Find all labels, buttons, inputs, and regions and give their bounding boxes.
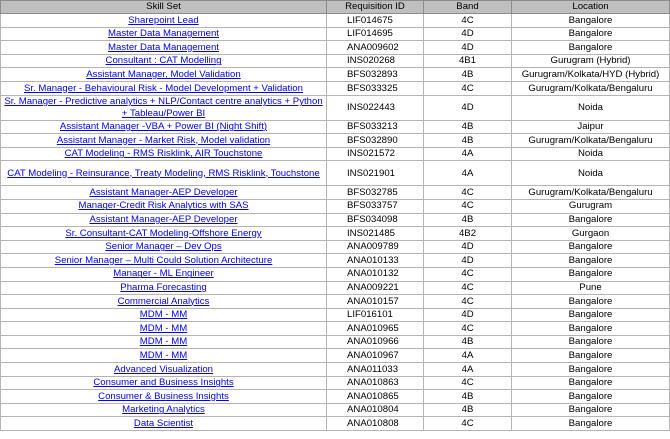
band-cell: 4B <box>424 403 512 417</box>
table-row <box>1 240 670 254</box>
skill-link[interactable]: Manager-Credit Risk Analytics with SAS <box>78 200 249 212</box>
requisition-id-cell: ANA010804 <box>327 403 424 417</box>
location-cell: Bangalore <box>512 14 670 28</box>
skill-link[interactable]: Sr. Manager - Predictive analytics + NLP/Contact centre analytics + Python + Tableau/Power BI <box>4 96 323 119</box>
band-cell: 4B <box>424 134 512 148</box>
skill-link[interactable]: Assistant Manager-AEP Developer <box>89 214 238 226</box>
location-cell: Bangalore <box>512 41 670 55</box>
skill-cell <box>1 134 327 148</box>
skill-cell <box>1 68 327 82</box>
skill-link[interactable]: MDM - MM <box>139 322 188 334</box>
band-cell: 4B <box>424 120 512 134</box>
table-row <box>1 95 670 120</box>
band-cell: 4D <box>424 41 512 55</box>
skill-cell <box>1 41 327 55</box>
table-row <box>1 68 670 82</box>
requisition-id-cell: INS021901 <box>327 161 424 186</box>
requisition-id-cell: BFS032890 <box>327 134 424 148</box>
requisition-id-cell: ANA010132 <box>327 267 424 281</box>
location-cell: Gurugram/Kolkata/Bengaluru <box>512 81 670 95</box>
location-cell: Noida <box>512 147 670 161</box>
location-cell: Bangalore <box>512 403 670 417</box>
skill-cell <box>1 120 327 134</box>
location-cell: Bangalore <box>512 363 670 377</box>
requisition-id-cell: ANA010965 <box>327 322 424 336</box>
requisition-id-cell: ANA010865 <box>327 390 424 404</box>
table-row <box>1 322 670 336</box>
skill-cell <box>1 322 327 336</box>
band-cell: 4A <box>424 147 512 161</box>
skill-cell <box>1 376 327 390</box>
skill-link[interactable]: Master Data Management <box>108 41 219 53</box>
skill-link[interactable]: Senior Manager – Dev Ops <box>105 241 222 253</box>
band-cell: 4D <box>424 27 512 41</box>
requisition-id-cell: ANA010157 <box>327 295 424 309</box>
table-row <box>1 390 670 404</box>
skill-link[interactable]: MDM - MM <box>139 336 188 348</box>
table-row <box>1 54 670 68</box>
skill-cell <box>1 363 327 377</box>
skill-link[interactable]: Master Data Management <box>108 28 219 40</box>
skill-link[interactable]: Consultant : CAT Modelling <box>105 55 222 67</box>
location-cell: Noida <box>512 95 670 120</box>
table-row <box>1 14 670 28</box>
skill-cell <box>1 161 327 186</box>
skill-cell <box>1 308 327 322</box>
location-cell: Bangalore <box>512 417 670 431</box>
requisition-id-cell: ANA010133 <box>327 254 424 268</box>
band-cell: 4C <box>424 14 512 28</box>
skill-cell <box>1 390 327 404</box>
table-row <box>1 267 670 281</box>
location-cell: Bangalore <box>512 254 670 268</box>
location-cell: Gurugram (Hybrid) <box>512 54 670 68</box>
table-row <box>1 213 670 227</box>
table-row <box>1 161 670 186</box>
requisition-id-cell: LIF016101 <box>327 308 424 322</box>
table-row <box>1 363 670 377</box>
location-cell: Bangalore <box>512 213 670 227</box>
band-cell: 4B2 <box>424 227 512 241</box>
location-cell: Gurugram <box>512 199 670 213</box>
skill-cell <box>1 81 327 95</box>
skill-link[interactable]: Advanced Visualization <box>113 363 214 375</box>
location-cell: Bangalore <box>512 295 670 309</box>
location-cell: Bangalore <box>512 322 670 336</box>
requisition-id-cell: ANA010966 <box>327 335 424 349</box>
header-location: Location <box>512 1 670 14</box>
band-cell: 4A <box>424 349 512 363</box>
skill-link[interactable]: Consumer & Business Insights <box>98 390 229 402</box>
band-cell: 4D <box>424 308 512 322</box>
skill-link[interactable]: Pharma Forecasting <box>120 282 207 294</box>
band-cell: 4C <box>424 81 512 95</box>
requisition-id-cell: INS022443 <box>327 95 424 120</box>
location-cell: Gurugram/Kolkata/Bengaluru <box>512 134 670 148</box>
table-body <box>1 14 670 431</box>
requisition-id-cell: BFS032785 <box>327 186 424 200</box>
band-cell: 4C <box>424 281 512 295</box>
header-band: Band <box>424 1 512 14</box>
table-row <box>1 27 670 41</box>
band-cell: 4B1 <box>424 54 512 68</box>
band-cell: 4C <box>424 199 512 213</box>
location-cell: Gurugram/Kolkata/HYD (Hybrid) <box>512 68 670 82</box>
skill-link[interactable]: Assistant Manager, Model Validation <box>86 68 241 80</box>
requisition-id-cell: ANA010808 <box>327 417 424 431</box>
requisition-id-cell: ANA010967 <box>327 349 424 363</box>
table-row <box>1 295 670 309</box>
table-row <box>1 308 670 322</box>
skill-link[interactable]: CAT Modeling - Reinsurance, Treaty Modeling, RMS Risklink, Touchstone <box>7 167 320 179</box>
skill-link[interactable]: Assistant Manager-AEP Developer <box>89 186 238 198</box>
location-cell: Pune <box>512 281 670 295</box>
location-cell: Bangalore <box>512 240 670 254</box>
skill-cell <box>1 267 327 281</box>
requisition-id-cell: ANA010863 <box>327 376 424 390</box>
requisition-id-cell: INS021485 <box>327 227 424 241</box>
table-row <box>1 186 670 200</box>
skill-link[interactable]: Assistant Manager -VBA + Power BI (Night Shift) <box>59 121 268 133</box>
skill-link[interactable]: Senior Manager – Multi Could Solution Architecture <box>54 254 273 266</box>
location-cell: Bangalore <box>512 335 670 349</box>
table-row <box>1 81 670 95</box>
requisition-id-cell: BFS033325 <box>327 81 424 95</box>
skill-link[interactable]: MDM - MM <box>139 350 188 362</box>
location-cell: Noida <box>512 161 670 186</box>
skill-cell <box>1 403 327 417</box>
location-cell: Bangalore <box>512 390 670 404</box>
requisition-id-cell: BFS033757 <box>327 199 424 213</box>
skill-cell <box>1 147 327 161</box>
requisition-id-cell: BFS032893 <box>327 68 424 82</box>
requisition-id-cell: ANA009221 <box>327 281 424 295</box>
skill-cell <box>1 186 327 200</box>
band-cell: 4D <box>424 240 512 254</box>
requisition-id-cell: ANA011033 <box>327 363 424 377</box>
table-row <box>1 376 670 390</box>
band-cell: 4B <box>424 335 512 349</box>
skill-cell <box>1 240 327 254</box>
skill-cell <box>1 213 327 227</box>
table-row <box>1 120 670 134</box>
skill-cell <box>1 295 327 309</box>
band-cell: 4B <box>424 213 512 227</box>
header-requisition-id: Requisition ID <box>327 1 424 14</box>
table-row <box>1 349 670 363</box>
location-cell: Bangalore <box>512 349 670 363</box>
requisition-id-cell: LIF014675 <box>327 14 424 28</box>
location-cell: Bangalore <box>512 267 670 281</box>
table-row <box>1 281 670 295</box>
location-cell: Jaipur <box>512 120 670 134</box>
table-row <box>1 417 670 431</box>
location-cell: Bangalore <box>512 376 670 390</box>
table-row <box>1 254 670 268</box>
skill-link[interactable]: Data Scientist <box>133 417 194 429</box>
band-cell: 4C <box>424 322 512 336</box>
band-cell: 4C <box>424 295 512 309</box>
skill-link[interactable]: Sr. Consultant-CAT Modeling-Offshore Energy <box>65 227 262 239</box>
header-skill-set: Skill Set <box>1 1 327 14</box>
band-cell: 4B <box>424 68 512 82</box>
table-row <box>1 147 670 161</box>
requisition-id-cell: INS021572 <box>327 147 424 161</box>
skill-cell <box>1 417 327 431</box>
band-cell: 4D <box>424 95 512 120</box>
requisition-id-cell: ANA009789 <box>327 240 424 254</box>
skill-link[interactable]: Consumer and Business Insights <box>93 377 234 389</box>
requisition-id-cell: BFS033213 <box>327 120 424 134</box>
location-cell: Bangalore <box>512 308 670 322</box>
band-cell: 4B <box>424 390 512 404</box>
band-cell: 4C <box>424 267 512 281</box>
skill-link[interactable]: Sr. Manager - Behavioural Risk - Model Development + Validation <box>24 82 303 94</box>
skill-cell <box>1 95 327 120</box>
table-row <box>1 134 670 148</box>
skill-cell <box>1 254 327 268</box>
requisition-id-cell: ANA009602 <box>327 41 424 55</box>
table-row <box>1 403 670 417</box>
table-row <box>1 335 670 349</box>
band-cell: 4A <box>424 363 512 377</box>
skill-link[interactable]: Manager - ML Engineer <box>113 268 214 280</box>
band-cell: 4C <box>424 376 512 390</box>
skill-link[interactable]: MDM - MM <box>139 309 188 321</box>
skill-cell <box>1 54 327 68</box>
location-cell: Gurgaon <box>512 227 670 241</box>
requisition-id-cell: BFS034098 <box>327 213 424 227</box>
skill-cell <box>1 199 327 213</box>
skill-cell <box>1 27 327 41</box>
location-cell: Gurugram/Kolkata/Bengaluru <box>512 186 670 200</box>
skill-cell <box>1 349 327 363</box>
location-cell: Bangalore <box>512 27 670 41</box>
skill-cell <box>1 227 327 241</box>
skill-link[interactable]: Marketing Analytics <box>122 404 205 416</box>
skill-cell <box>1 14 327 28</box>
requisition-id-cell: LIF014695 <box>327 27 424 41</box>
skill-link[interactable]: Commercial Analytics <box>117 295 210 307</box>
requisition-id-cell: INS020268 <box>327 54 424 68</box>
header-row <box>1 1 670 14</box>
band-cell: 4C <box>424 417 512 431</box>
table-row <box>1 41 670 55</box>
skill-cell <box>1 281 327 295</box>
band-cell: 4A <box>424 161 512 186</box>
band-cell: 4C <box>424 186 512 200</box>
skill-link[interactable]: Sharepoint Lead <box>128 14 199 26</box>
skill-link[interactable]: CAT Modeling - RMS Risklink, AIR Touchstone <box>64 148 263 160</box>
table-row <box>1 227 670 241</box>
skill-link[interactable]: Assistant Manager - Market Risk, Model validation <box>56 134 271 146</box>
table-row <box>1 199 670 213</box>
skill-cell <box>1 335 327 349</box>
band-cell: 4D <box>424 254 512 268</box>
